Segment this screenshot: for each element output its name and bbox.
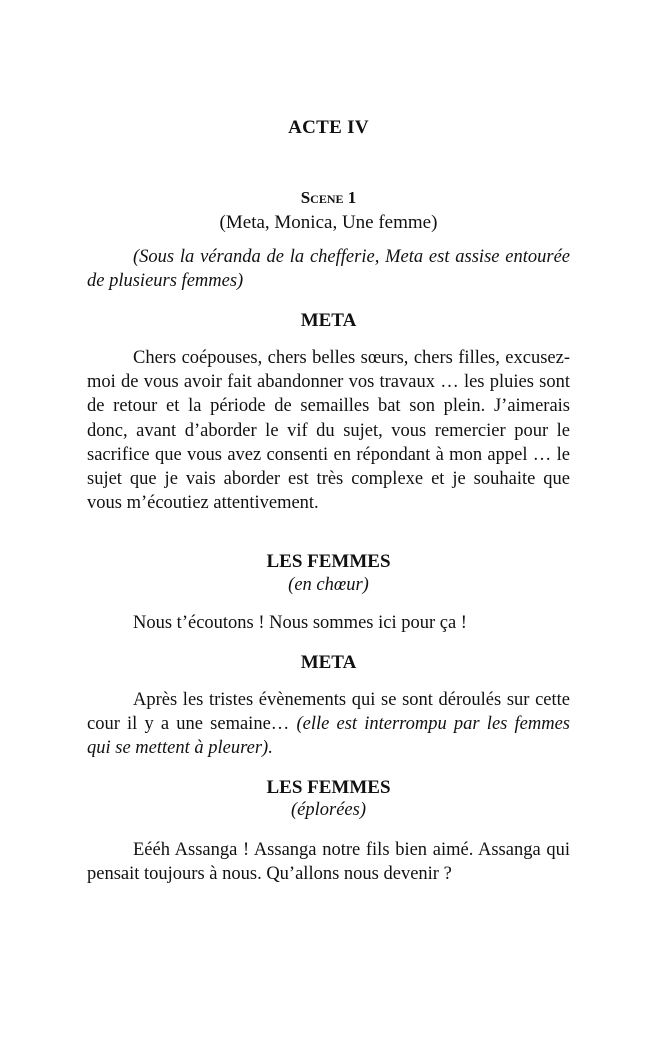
dialogue-text: Après les tristes évènements qui se sont déroulés sur cette cour il y a une semaine…: [87, 690, 570, 735]
stage-direction: (Sous la véranda de la chefferie, Meta est assise entourée de plusieurs femmes): [87, 247, 570, 292]
speaker-name: META: [300, 310, 357, 331]
dialogue-line: Nous t’écoutons ! Nous sommes ici pour ça !: [133, 613, 467, 633]
speaker-name: LES FEMMES: [266, 551, 391, 572]
scene-title: Scene 1: [300, 188, 357, 207]
speaker-name: LES FEMMES: [266, 777, 391, 798]
speaker-name: META: [300, 652, 357, 673]
dialogue-line: Eééh Assanga ! Assanga notre fils bien aimé. Assanga qui pensait toujours à nous. Qu’allons nous devenir ?: [87, 840, 570, 885]
act-title: ACTE IV: [288, 117, 369, 138]
dialogue-line: [87, 688, 570, 761]
stage-aside-inline: (elle est interrompu par les femmes qui se mettent à pleurer).: [87, 714, 570, 759]
stage-aside: (en chœur): [288, 575, 369, 595]
scene-cast: (Meta, Monica, Une femme): [219, 212, 438, 233]
dialogue-line: Chers coépouses, chers belles sœurs, chers filles, excusez-moi de vous avoir fait abandonner vos travaux … les pluies sont de retour et la période de semailles bat son plein. J’aimerais donc, avant d’aborder le vif du sujet, vous remercier pour le sacrifice que vous avez consenti en répondant à mon appel … le sujet que je vais aborder est très complexe et je souhaite que vous m’écoutiez attentivement.: [87, 348, 570, 514]
stage-aside: (éplorées): [291, 800, 366, 820]
